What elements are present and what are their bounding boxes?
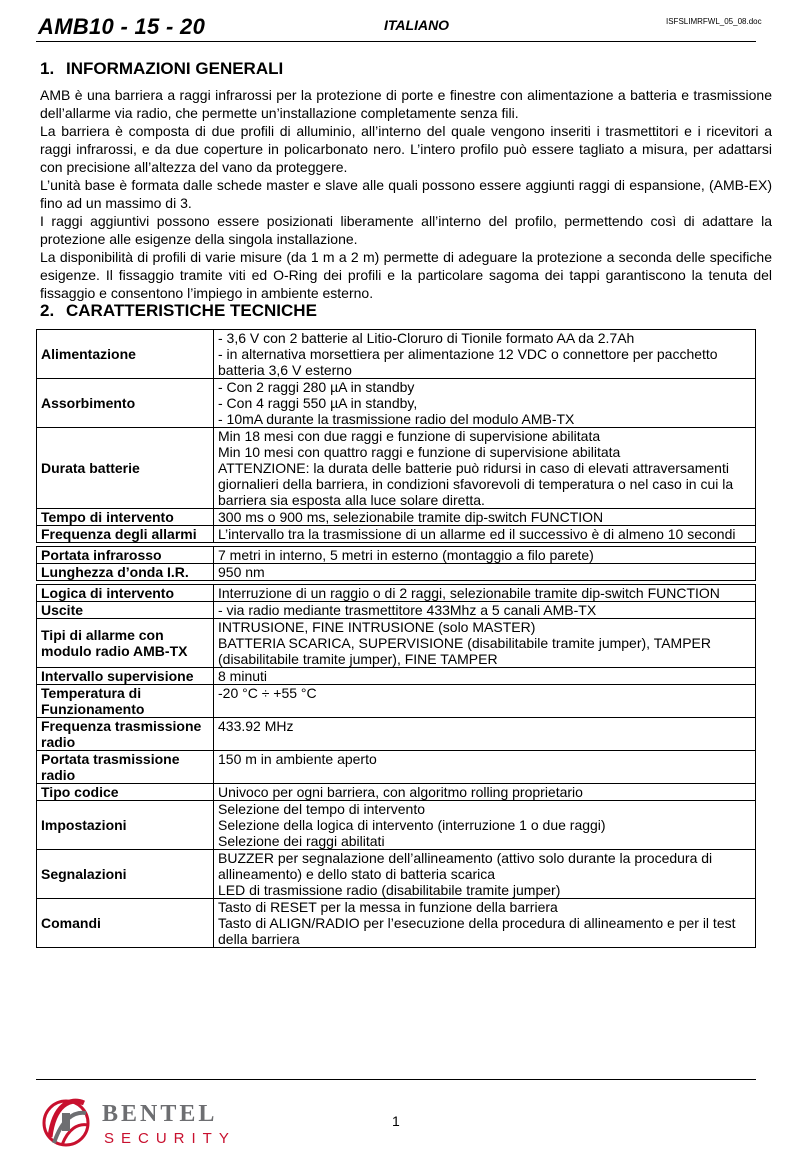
spec-value bbox=[214, 619, 756, 668]
spec-label: Alimentazione bbox=[37, 330, 214, 379]
spec-row bbox=[37, 564, 756, 581]
spec-value-line: Univoco per ogni barriera, con algoritmo rolling proprietario bbox=[218, 784, 583, 800]
spec-row bbox=[37, 509, 756, 526]
spec-value-line: - Con 2 raggi 280 µA in standby bbox=[218, 379, 415, 395]
spec-label: Lunghezza d’onda I.R. bbox=[37, 564, 214, 581]
section-1-heading bbox=[40, 59, 283, 79]
spec-value bbox=[214, 685, 756, 718]
spec-value bbox=[214, 899, 756, 948]
spec-value-line: -20 °C ÷ +55 °C bbox=[218, 685, 317, 701]
section-2-title: CARATTERISTICHE TECNICHE bbox=[66, 301, 317, 320]
spec-value-line: Min 18 mesi con due raggi e funzione di supervisione abilitata bbox=[218, 428, 601, 444]
spec-value bbox=[214, 509, 756, 526]
spec-value-line: ATTENZIONE: la durata delle batterie può ridursi in caso di elevati attraversamenti giornalieri della barriera, in condizioni sfavorevoli di temperatura o nel caso in cui la barriera sia esposta alla luce solare diretta. bbox=[218, 460, 734, 508]
spec-value bbox=[214, 668, 756, 685]
spec-value-line: Selezione della logica di intervento (interruzione 1 o due raggi) bbox=[218, 817, 606, 833]
section-1-title: INFORMAZIONI GENERALI bbox=[66, 59, 284, 78]
spec-value-line: INTRUSIONE, FINE INTRUSIONE (solo MASTER) bbox=[218, 619, 536, 635]
intro-paragraph: I raggi aggiuntivi possono essere posizionati liberamente all’interno del profilo, permettendo così di adattare la protezione alle esigenze della singola installazione. bbox=[40, 213, 772, 247]
spec-label: Tipo codice bbox=[37, 784, 214, 801]
spec-row bbox=[37, 850, 756, 899]
spec-row bbox=[37, 899, 756, 948]
technical-specs-table bbox=[36, 329, 756, 948]
spec-label: Portata trasmissione radio bbox=[37, 751, 214, 784]
spec-value-line: 433.92 MHz bbox=[218, 718, 294, 734]
spec-row bbox=[37, 668, 756, 685]
spec-row bbox=[37, 602, 756, 619]
spec-label: Logica di intervento bbox=[37, 585, 214, 602]
spec-row bbox=[37, 685, 756, 718]
spec-value-line: - in alternativa morsettiera per alimentazione 12 VDC o connettore per pacchetto batteria 3,6 V esterno bbox=[218, 346, 718, 378]
spec-label: Assorbimento bbox=[37, 379, 214, 428]
spec-value-line: 8 minuti bbox=[218, 668, 268, 684]
spec-label: Frequenza trasmissione radio bbox=[37, 718, 214, 751]
spec-row bbox=[37, 784, 756, 801]
intro-paragraph: La disponibilità di profili di varie misure (da 1 m a 2 m) permette di adeguare la protezione a seconda delle specifiche esigenze. Il fissaggio tramite viti ed O-Ring dei profili e la particolare sagoma dei tappi garantiscono la tenuta del fissaggio e consentono l’impiego in ambiente esterno. bbox=[40, 249, 772, 301]
spec-value-line: 300 ms o 900 ms, selezionabile tramite dip-switch FUNCTION bbox=[218, 509, 604, 525]
spec-value bbox=[214, 330, 756, 379]
spec-value-line: Min 10 mesi con quattro raggi e funzione di supervisione abilitata bbox=[218, 444, 621, 460]
section-2-number: 2. bbox=[40, 301, 55, 320]
spec-label: Frequenza degli allarmi bbox=[37, 526, 214, 543]
spec-label: Tempo di intervento bbox=[37, 509, 214, 526]
bentel-emblem-icon bbox=[44, 1101, 88, 1145]
spec-value bbox=[214, 379, 756, 428]
spec-value-line: 7 metri in interno, 5 metri in esterno (montaggio a filo parete) bbox=[218, 547, 594, 563]
bentel-security-logo bbox=[40, 1085, 280, 1155]
spec-value bbox=[214, 547, 756, 564]
spec-value-line: - 10mA durante la trasmissione radio del modulo AMB-TX bbox=[218, 411, 575, 427]
spec-label: Comandi bbox=[37, 899, 214, 948]
spec-value-line: - via radio mediante trasmettitore 433Mhz a 5 canali AMB-TX bbox=[218, 602, 597, 618]
spec-value bbox=[214, 526, 756, 543]
spec-value-line: LED di trasmissione radio (disabilitabile tramite jumper) bbox=[218, 882, 561, 898]
spec-row bbox=[37, 619, 756, 668]
logo-security-text: SECURITY bbox=[104, 1130, 236, 1147]
spec-value bbox=[214, 428, 756, 509]
spec-row bbox=[37, 330, 756, 379]
spec-label: Impostazioni bbox=[37, 801, 214, 850]
spec-value-line: Selezione del tempo di intervento bbox=[218, 801, 426, 817]
spec-row bbox=[37, 751, 756, 784]
spec-label: Uscite bbox=[37, 602, 214, 619]
header-rule bbox=[36, 41, 756, 42]
spec-value-line: 950 nm bbox=[218, 564, 265, 580]
spec-value bbox=[214, 564, 756, 581]
spec-label: Portata infrarosso bbox=[37, 547, 214, 564]
spec-row bbox=[37, 547, 756, 564]
general-info-text bbox=[40, 86, 772, 302]
section-1-number: 1. bbox=[40, 59, 55, 78]
spec-value-line: Selezione dei raggi abilitati bbox=[218, 833, 385, 849]
specs-table-body bbox=[37, 330, 756, 948]
logo-brand-text: BENTEL bbox=[102, 1101, 218, 1127]
spec-row bbox=[37, 379, 756, 428]
spec-value-line: 150 m in ambiente aperto bbox=[218, 751, 377, 767]
intro-paragraph: La barriera è composta di due profili di alluminio, all’interno del quale vengono inseriti i trasmettitori e i ricevitori a raggi infrarossi, e da due coperture in policarbonato nero. L’intero profilo può essere tagliato a misura, per adattarsi con precisione all’altezza del vano da proteggere. bbox=[40, 123, 772, 175]
spec-value bbox=[214, 751, 756, 784]
intro-paragraph: AMB è una barriera a raggi infrarossi per la protezione di porte e finestre con alimentazione a batteria e trasmissione dell’allarme via radio, che permette un’installazione completamente senza fili. bbox=[40, 87, 772, 121]
spec-label: Segnalazioni bbox=[37, 850, 214, 899]
spec-value bbox=[214, 784, 756, 801]
spec-value bbox=[214, 602, 756, 619]
spec-value-line: - Con 4 raggi 550 µA in standby, bbox=[218, 395, 418, 411]
spec-label: Temperatura di Funzionamento bbox=[37, 685, 214, 718]
spec-row bbox=[37, 585, 756, 602]
spec-value-line: L’intervallo tra la trasmissione di un allarme ed il successivo è di almeno 10 secondi bbox=[218, 526, 736, 542]
spec-value-line: BATTERIA SCARICA, SUPERVISIONE (disabilitabile tramite jumper), TAMPER (disabilitabile tramite jumper), FINE TAMPER bbox=[218, 635, 711, 667]
page-number: 1 bbox=[392, 1113, 400, 1129]
spec-value-line: - 3,6 V con 2 batterie al Litio-Cloruro di Tionile formato AA da 2.7Ah bbox=[218, 330, 635, 346]
spec-value-line: Tasto di ALIGN/RADIO per l’esecuzione della procedura di allineamento e per il test della barriera bbox=[218, 915, 736, 947]
section-2-heading bbox=[40, 301, 317, 321]
spec-value bbox=[214, 850, 756, 899]
spec-value-line: Tasto di RESET per la messa in funzione della barriera bbox=[218, 899, 558, 915]
spec-label: Intervallo supervisione bbox=[37, 668, 214, 685]
spec-value bbox=[214, 585, 756, 602]
language-label: ITALIANO bbox=[384, 17, 450, 33]
spec-label: Durata batterie bbox=[37, 428, 214, 509]
spec-row bbox=[37, 428, 756, 509]
spec-row bbox=[37, 526, 756, 543]
spec-label: Tipi di allarme con modulo radio AMB-TX bbox=[37, 619, 214, 668]
intro-paragraph: L’unità base è formata dalle schede master e slave alle quali possono essere aggiunti raggi di espansione, (AMB-EX) fino ad un massimo di 3. bbox=[40, 177, 772, 211]
spec-value bbox=[214, 718, 756, 751]
spec-value bbox=[214, 801, 756, 850]
spec-row bbox=[37, 718, 756, 751]
document-code: ISFSLIMRFWL_05_08.doc bbox=[666, 17, 762, 26]
document-model-title: AMB10 - 15 - 20 bbox=[38, 14, 206, 39]
spec-value-line: Interruzione di un raggio o di 2 raggi, selezionabile tramite dip-switch FUNCTION bbox=[218, 585, 720, 601]
footer-rule bbox=[36, 1079, 756, 1080]
spec-value-line: BUZZER per segnalazione dell’allineamento (attivo solo durante la procedura di allineamento) e dello stato di batteria scarica bbox=[218, 850, 713, 882]
spec-row bbox=[37, 801, 756, 850]
